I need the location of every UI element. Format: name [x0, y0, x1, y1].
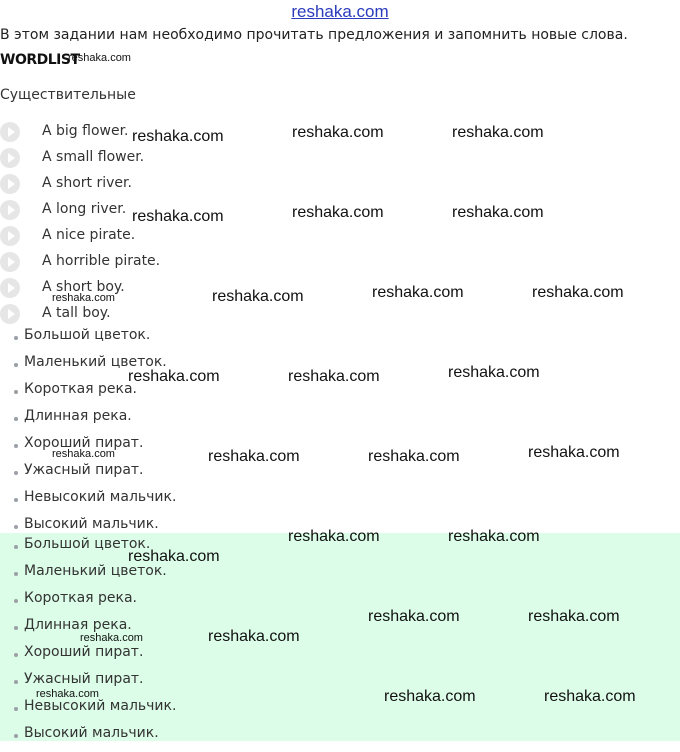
bullet-icon [14, 599, 18, 603]
watermark: reshaka.com [128, 548, 220, 565]
watermark: reshaka.com [132, 208, 224, 225]
bullet-icon [14, 626, 18, 630]
watermark: reshaka.com [448, 528, 540, 545]
bullet-icon [14, 417, 18, 421]
bullet-icon [14, 734, 18, 738]
watermark: reshaka.com [368, 448, 460, 465]
watermark: reshaka.com [448, 364, 540, 381]
answer-translation: Длинная река. [24, 617, 132, 633]
bullet-icon [14, 390, 18, 394]
russian-translation: Высокий мальчик. [24, 516, 159, 532]
play-icon[interactable] [0, 122, 20, 142]
bullet-icon [14, 545, 18, 549]
english-phrase: A small flower. [42, 149, 145, 165]
watermark: reshaka.com [452, 124, 544, 141]
watermark: reshaka.com [372, 284, 464, 301]
bullet-icon [14, 680, 18, 684]
watermark: reshaka.com [36, 688, 99, 700]
answer-translation: Большой цветок. [24, 536, 151, 552]
bullet-icon [14, 471, 18, 475]
task-intro: В этом задании нам необходимо прочитать предложения и запомнить новые слова. [0, 27, 628, 43]
answer-translation: Короткая река. [24, 590, 138, 606]
english-phrase: A short boy. [42, 279, 125, 295]
play-icon[interactable] [0, 304, 20, 324]
answer-translation: Ужасный пират. [24, 671, 144, 687]
play-icon[interactable] [0, 148, 20, 168]
watermark: reshaka.com [208, 628, 300, 645]
russian-translation: Короткая река. [24, 381, 138, 397]
play-icon[interactable] [0, 174, 20, 194]
watermark: reshaka.com [52, 448, 115, 460]
bullet-icon [14, 525, 18, 529]
play-icon[interactable] [0, 278, 20, 298]
watermark: reshaka.com [52, 292, 115, 304]
watermark: reshaka.com [68, 52, 131, 64]
answer-translation: Маленький цветок. [24, 563, 167, 579]
watermark: reshaka.com [208, 448, 300, 465]
site-link[interactable]: reshaka.com [291, 2, 389, 21]
watermark: reshaka.com [292, 124, 384, 141]
watermark: reshaka.com [292, 204, 384, 221]
english-phrase: A big flower. [42, 123, 129, 139]
watermark: reshaka.com [212, 288, 304, 305]
watermark: reshaka.com [288, 368, 380, 385]
watermark: reshaka.com [368, 608, 460, 625]
russian-translation: Маленький цветок. [24, 354, 167, 370]
answer-translation: Невысокий мальчик. [24, 698, 177, 714]
play-icon[interactable] [0, 226, 20, 246]
watermark: reshaka.com [532, 284, 624, 301]
russian-translation: Хороший пират. [24, 435, 144, 451]
watermark: reshaka.com [288, 528, 380, 545]
bullet-icon [14, 336, 18, 340]
watermark: reshaka.com [452, 204, 544, 221]
watermark: reshaka.com [544, 688, 636, 705]
bullet-icon [14, 498, 18, 502]
russian-translation: Ужасный пират. [24, 462, 144, 478]
watermark: reshaka.com [128, 368, 220, 385]
bullet-icon [14, 653, 18, 657]
watermark: reshaka.com [132, 128, 224, 145]
watermark: reshaka.com [80, 632, 143, 644]
play-icon[interactable] [0, 200, 20, 220]
section-title: Существительные [0, 87, 136, 103]
bullet-icon [14, 363, 18, 367]
russian-translation: Длинная река. [24, 408, 132, 424]
bullet-icon [14, 707, 18, 711]
watermark: reshaka.com [384, 688, 476, 705]
english-phrase: A long river. [42, 201, 127, 217]
russian-translation: Невысокий мальчик. [24, 489, 177, 505]
bullet-icon [14, 444, 18, 448]
watermark: reshaka.com [528, 444, 620, 461]
watermark: reshaka.com [528, 608, 620, 625]
russian-translation: Большой цветок. [24, 327, 151, 343]
bullet-icon [14, 572, 18, 576]
wordlist-heading: WORDLIST [0, 52, 80, 68]
english-phrase: A horrible pirate. [42, 253, 161, 269]
english-phrase: A nice pirate. [42, 227, 136, 243]
answer-translation: Высокий мальчик. [24, 725, 159, 741]
english-phrase: A tall boy. [42, 305, 111, 321]
play-icon[interactable] [0, 252, 20, 272]
english-phrase: A short river. [42, 175, 132, 191]
answer-translation: Хороший пират. [24, 644, 144, 660]
